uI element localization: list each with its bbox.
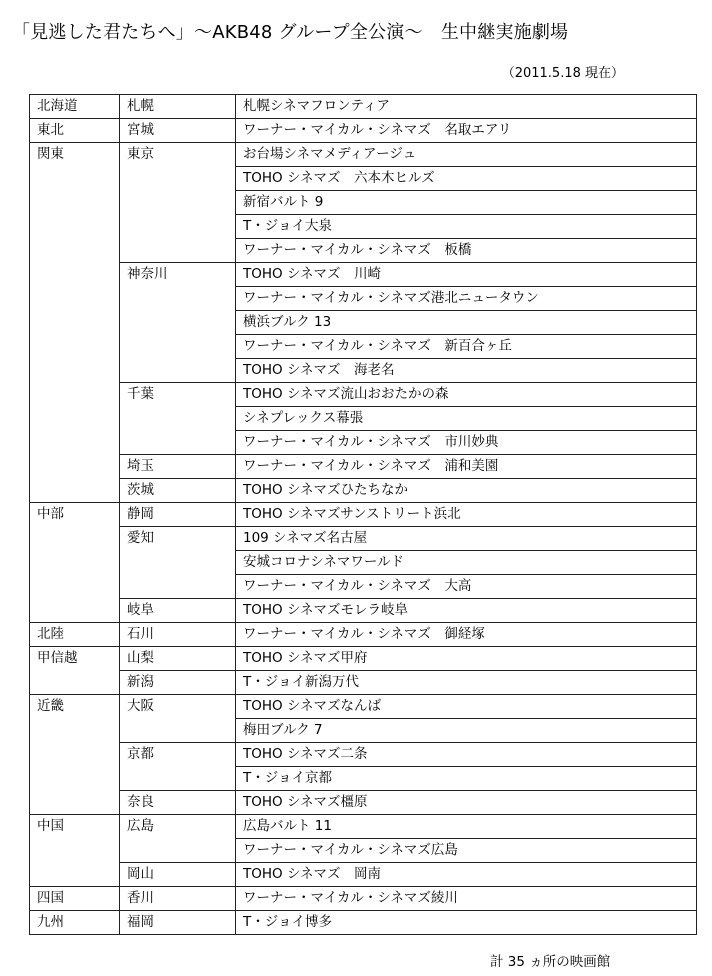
- prefecture-cell: 茨城: [120, 479, 236, 503]
- prefecture-cell: 石川: [120, 623, 236, 647]
- table-row: [30, 503, 697, 527]
- venue-cell: ワーナー・マイカル・シネマズ 新百合ヶ丘: [236, 335, 697, 359]
- region-cell: 北陸: [30, 623, 120, 647]
- prefecture-cell: 埼玉: [120, 455, 236, 479]
- table-row: [30, 119, 697, 143]
- venue-cell: シネプレックス幕張: [236, 407, 697, 431]
- table-row: [30, 647, 697, 671]
- table-row: [30, 887, 697, 911]
- prefecture-cell: 千葉: [120, 383, 236, 455]
- region-cell: 中部: [30, 503, 120, 623]
- table-row: [30, 599, 697, 623]
- prefecture-cell: 大阪: [120, 695, 236, 743]
- table-row: [30, 263, 697, 287]
- prefecture-cell: 神奈川: [120, 263, 236, 383]
- total-count: 計 35 ヵ所の映画館: [490, 954, 611, 970]
- venue-table-body: [30, 95, 697, 935]
- venue-cell: 新宿バルト 9: [236, 191, 697, 215]
- prefecture-cell: 香川: [120, 887, 236, 911]
- venue-cell: TOHO シネマズなんば: [236, 695, 697, 719]
- venue-cell: お台場シネマメディアージュ: [236, 143, 697, 167]
- venue-cell: ワーナー・マイカル・シネマズ 浦和美園: [236, 455, 697, 479]
- venue-cell: ワーナー・マイカル・シネマズ港北ニュータウン: [236, 287, 697, 311]
- venue-cell: ワーナー・マイカル・シネマズ 市川妙典: [236, 431, 697, 455]
- venue-cell: TOHO シネマズ甲府: [236, 647, 697, 671]
- region-cell: 中国: [30, 815, 120, 887]
- table-row: [30, 383, 697, 407]
- venue-cell: ワーナー・マイカル・シネマズ広島: [236, 839, 697, 863]
- table-row: [30, 527, 697, 551]
- prefecture-cell: 福岡: [120, 911, 236, 935]
- venue-cell: TOHO シネマズ 川崎: [236, 263, 697, 287]
- region-cell: 甲信越: [30, 647, 120, 695]
- as-of-date: （2011.5.18 現在）: [501, 66, 624, 81]
- prefecture-cell: 奈良: [120, 791, 236, 815]
- prefecture-cell: 愛知: [120, 527, 236, 599]
- venue-cell: ワーナー・マイカル・シネマズ 大高: [236, 575, 697, 599]
- venue-cell: TOHO シネマズ橿原: [236, 791, 697, 815]
- venue-cell: 札幌シネマフロンティア: [236, 95, 697, 119]
- prefecture-cell: 岐阜: [120, 599, 236, 623]
- venue-cell: 横浜ブルク 13: [236, 311, 697, 335]
- table-row: [30, 863, 697, 887]
- table-row: [30, 671, 697, 695]
- prefecture-cell: 札幌: [120, 95, 236, 119]
- table-row: [30, 815, 697, 839]
- venue-cell: T・ジョイ京都: [236, 767, 697, 791]
- venue-cell: TOHO シネマズ流山おおたかの森: [236, 383, 697, 407]
- venue-cell: TOHO シネマズ二条: [236, 743, 697, 767]
- table-row: [30, 743, 697, 767]
- region-cell: 東北: [30, 119, 120, 143]
- table-row: [30, 143, 697, 167]
- prefecture-cell: 山梨: [120, 647, 236, 671]
- venue-cell: 梅田ブルク 7: [236, 719, 697, 743]
- page-title: 「見逃した君たちへ」～AKB48 グループ全公演～ 生中継実施劇場: [12, 22, 569, 43]
- table-row: [30, 479, 697, 503]
- venue-cell: T・ジョイ新潟万代: [236, 671, 697, 695]
- venue-cell: T・ジョイ大泉: [236, 215, 697, 239]
- prefecture-cell: 静岡: [120, 503, 236, 527]
- table-row: [30, 695, 697, 719]
- region-cell: 北海道: [30, 95, 120, 119]
- table-row: [30, 911, 697, 935]
- prefecture-cell: 東京: [120, 143, 236, 263]
- venue-cell: TOHO シネマズ 六本木ヒルズ: [236, 167, 697, 191]
- prefecture-cell: 宮城: [120, 119, 236, 143]
- region-cell: 九州: [30, 911, 120, 935]
- region-cell: 近畿: [30, 695, 120, 815]
- venue-cell: TOHO シネマズ 海老名: [236, 359, 697, 383]
- venue-cell: ワーナー・マイカル・シネマズ綾川: [236, 887, 697, 911]
- prefecture-cell: 広島: [120, 815, 236, 863]
- prefecture-cell: 京都: [120, 743, 236, 791]
- venue-cell: ワーナー・マイカル・シネマズ 御経塚: [236, 623, 697, 647]
- venue-cell: 安城コロナシネマワールド: [236, 551, 697, 575]
- venue-cell: TOHO シネマズ 岡南: [236, 863, 697, 887]
- venue-cell: ワーナー・マイカル・シネマズ 名取エアリ: [236, 119, 697, 143]
- table-row: [30, 791, 697, 815]
- venue-cell: TOHO シネマズサンストリート浜北: [236, 503, 697, 527]
- venue-cell: 広島バルト 11: [236, 815, 697, 839]
- venue-cell: T・ジョイ博多: [236, 911, 697, 935]
- venue-cell: 109 シネマズ名古屋: [236, 527, 697, 551]
- table-row: [30, 623, 697, 647]
- table-row: [30, 455, 697, 479]
- prefecture-cell: 新潟: [120, 671, 236, 695]
- venue-cell: TOHO シネマズひたちなか: [236, 479, 697, 503]
- venue-cell: ワーナー・マイカル・シネマズ 板橋: [236, 239, 697, 263]
- region-cell: 四国: [30, 887, 120, 911]
- venue-cell: TOHO シネマズモレラ岐阜: [236, 599, 697, 623]
- venue-table: [29, 94, 697, 935]
- prefecture-cell: 岡山: [120, 863, 236, 887]
- table-row: [30, 95, 697, 119]
- region-cell: 関東: [30, 143, 120, 503]
